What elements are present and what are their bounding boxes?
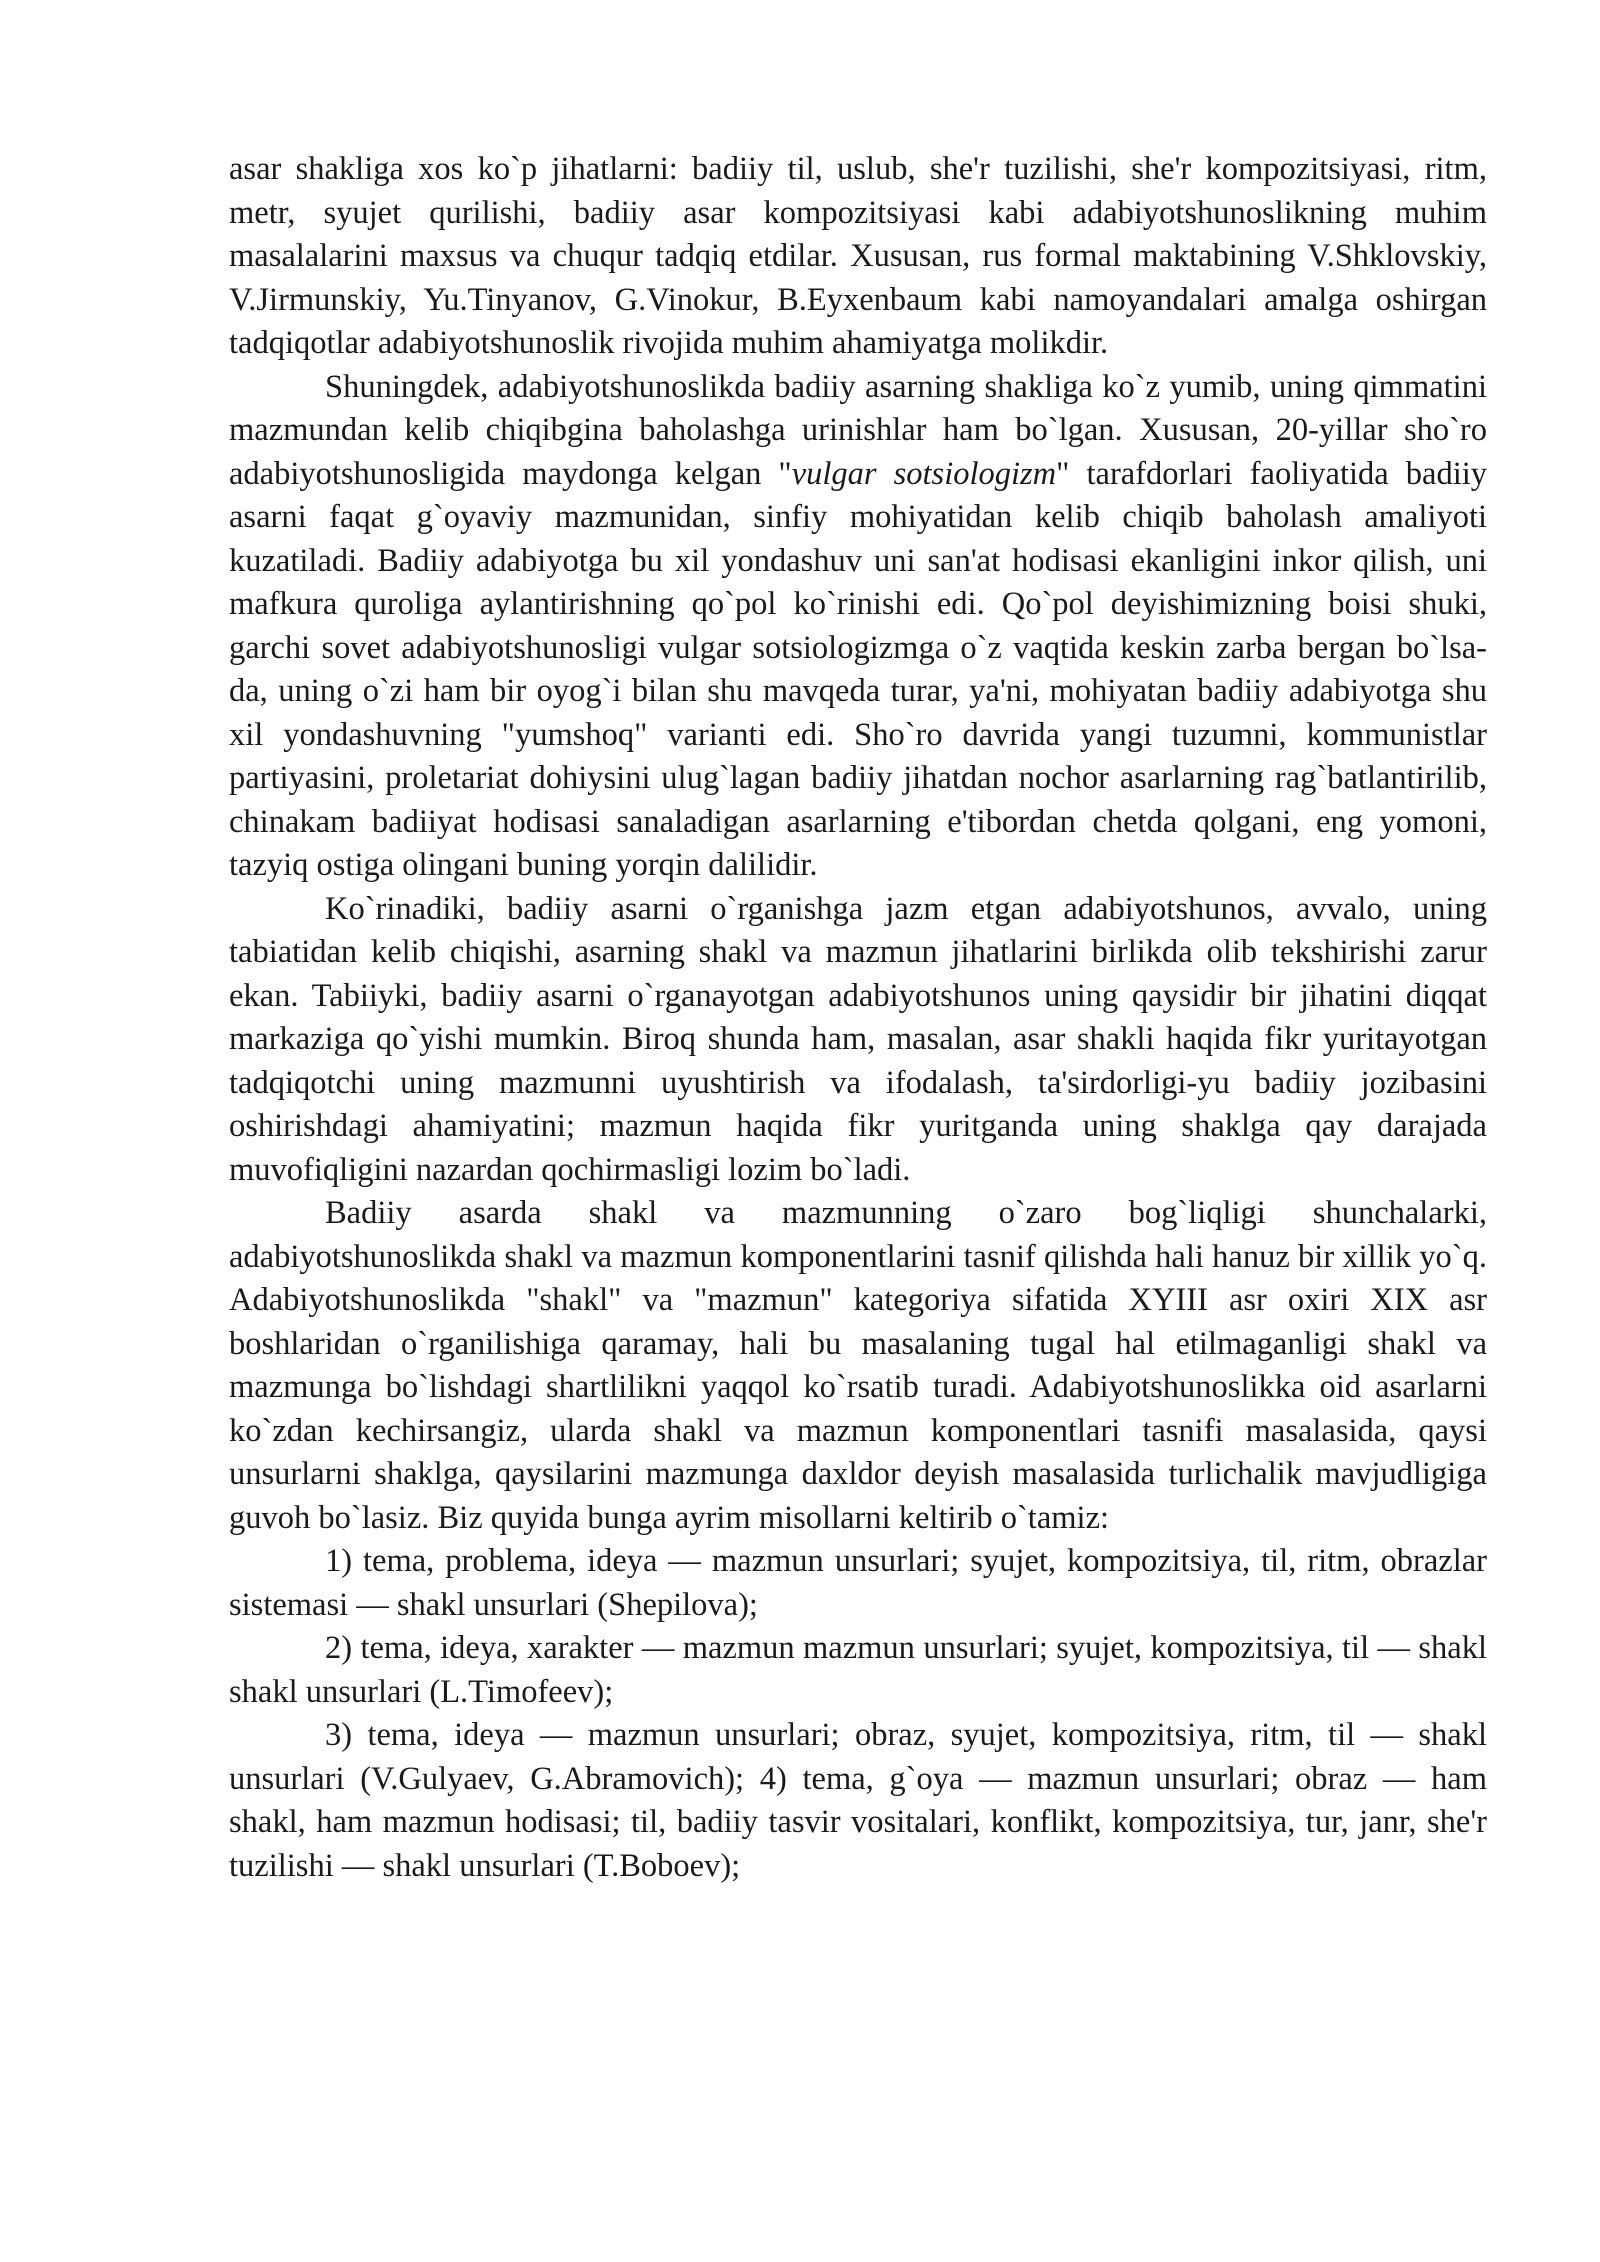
italic-term: vulgar sotsiologizm [791, 455, 1057, 492]
paragraph-1: asar shakliga xos ko`p jihatlarni: badiiy til, uslub, she'r tuzilishi, she'r kompozitsiyasi, ritm, metr, syujet qurilishi, badiiy asar kompozitsiyasi kabi adabiyotshunoslikning muhim masalalarini maxsus va chuqur tadqiq etdilar. Xususan, rus formal maktabining V.Shklovskiy, V.Jirmunskiy, Yu.Tinyanov, G.Vinokur, B.Eyxenbaum kabi namoyandalari amalga oshirgan tadqiqotlar adabiyotshunoslik rivojida muhim ahamiyatga molikdir. [229, 151, 1487, 361]
paragraph-2 [229, 366, 1487, 888]
list-item-2: 2) tema, ideya, xarakter — mazmun mazmun unsurlari; syujet, kompozitsiya, til — shakl shakl unsurlari (L.Timofeev); [229, 1630, 1487, 1710]
paragraph-3: Ko`rinadiki, badiiy asarni o`rganishga jazm etgan adabiyotshunos, avvalo, uning tabiatidan kelib chiqishi, asarning shakl va mazmun jihatlarini birlikda olib tekshirishi zarur ekan. Tabiiyki, badiiy asarni o`rganayotgan adabiyotshunos uning qaysidir bir jihatini diqqat markaziga qo`yishi mumkin. Biroq shunda ham, masalan, asar shakli haqida fikr yuritayotgan tadqiqotchi uning mazmunni uyushtirish va ifodalash, ta'sirdorligi-yu badiiy jozibasini oshirishdagi ahamiyatini; mazmun haqida fikr yuritganda uning shaklga qay darajada muvofiqligini nazardan qochirmasligi lozim bo`ladi. [229, 890, 1487, 1188]
paragraph-2-text-end: " tarafdorlari faoliyatida badiiy asarni faqat g`oyaviy mazmunidan, sinfiy mohiyatidan kelib chiqib baholash amaliyoti kuzatiladi. Badiiy adabiyotga bu xil yondashuv uni san'at hodisasi ekanligini inkor qilish, uni mafkura quroliga aylantirishning qo`pol ko`rinishi edi. Qo`pol deyishimizning boisi shuki, garchi sovet adabiyotshunosligi vulgar sotsiologizmga o`z vaqtida keskin zarba bergan bo`lsa-da, uning o`zi ham bir oyog`i bilan shu mavqeda turar, ya'ni, mohiyatan badiiy adabiyotga shu xil yondashuvning "yumshoq" varianti edi. Sho`ro davrida yangi tuzumni, kommunistlar partiyasini, proletariat dohiysini ulug`lagan badiiy jihatdan nochor asarlarning rag`batlantirilib, chinakam badiiyat hodisasi sanaladigan asarlarning e'tibordan chetda qolgani, eng yomoni, tazyiq ostiga olingani buning yorqin dalilidir. [229, 455, 1488, 883]
list-item-3: 3) tema, ideya — mazmun unsurlari; obraz, syujet, kompozitsiya, ritm, til — shakl unsurlari (V.Gulyaev, G.Abramovich); 4) tema, g`oya — mazmun unsurlari; obraz — ham shakl, ham mazmun hodisasi; til, badiiy tasvir vositalari, konflikt, kompozitsiya, tur, janr, she'r tuzilishi — shakl unsurlari (T.Boboev); [229, 1717, 1487, 1884]
paragraph-4: Badiiy asarda shakl va mazmunning o`zaro bog`liqligi shunchalarki, adabiyotshunoslikda shakl va mazmun komponentlarini tasnif qilishda hali hanuz bir xillik yo`q. Adabiyotshunoslikda "shakl" va "mazmun" kategoriya sifatida XYIII asr oxiri XIX asr boshlaridan o`rganilishiga qaramay, hali bu masalaning tugal hal etilmaganligi shakl va mazmunga bo`lishdagi shartlilikni yaqqol ko`rsatib turadi. Adabiyotshunoslikka oid asarlarni ko`zdan kechirsangiz, ularda shakl va mazmun komponentlari tasnifi masalasida, qaysi unsurlarni shaklga, qaysilarini mazmunga daxldor deyish masalasida turlichalik mavjudligiga guvoh bo`lasiz. Biz quyida bunga ayrim misollarni keltirib o`tamiz: [229, 1195, 1487, 1536]
paragraph-2-text-start: Shuningdek, adabiyotshunoslikda badiiy asarning shakliga ko`z yumib, uning qimmatini mazmundan kelib chiqibgina baholashga urinishlar ham bo`lgan. Xususan, 20-yillar sho`ro adabiyotshunosligida maydonga kelgan " [229, 368, 1487, 492]
list-item-1: 1) tema, problema, ideya — mazmun unsurlari; syujet, kompozitsiya, til, ritm, obrazlar sistemasi — shakl unsurlari (Shepilova); [229, 1543, 1487, 1623]
document-page [229, 148, 1487, 1888]
